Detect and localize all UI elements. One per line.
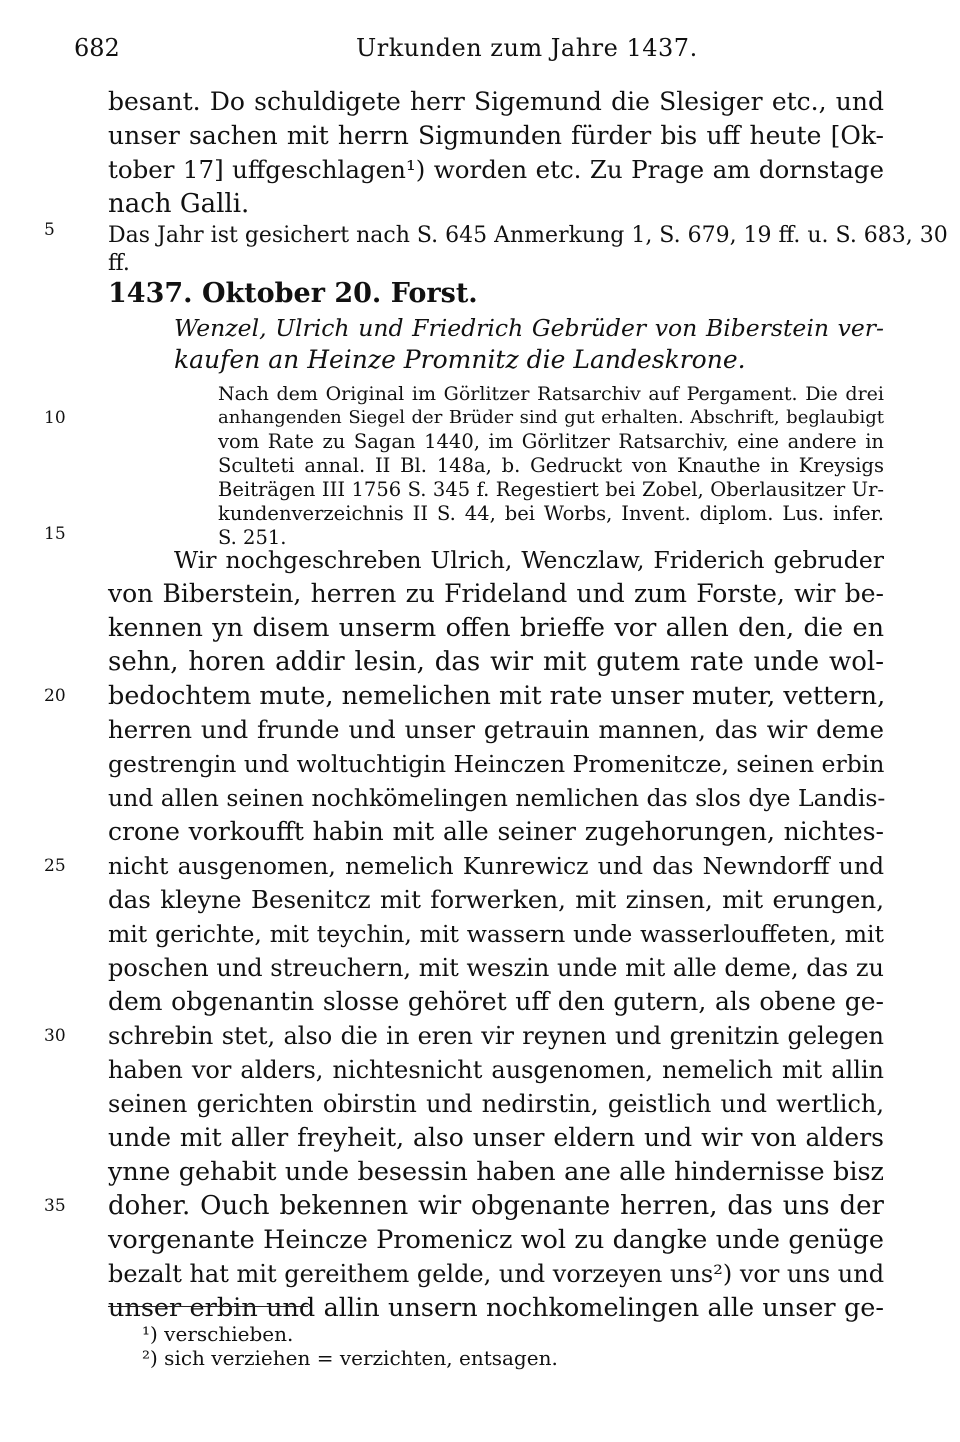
footnote-rule: [108, 1306, 308, 1307]
text-line: vorgenante Heincze Promenicz wol zu dangke unde genüge: [108, 1225, 884, 1255]
prev-text-line: tober 17] uffgeschlagen¹) worden etc. Zu Prage am dornstage: [108, 155, 884, 184]
line-number: 15: [44, 524, 66, 544]
text-line: sehn, horen addir lesin, das wir mit gutem rate unde wol-: [108, 647, 884, 677]
regest-line: kaufen an Heinze Promnitz die Landeskrone.: [174, 345, 746, 374]
page-number: 682: [74, 34, 120, 62]
text-line: crone vorkoufft habin mit alle seiner zugehorungen, nichtes-: [108, 817, 884, 846]
line-number: 10: [44, 408, 66, 428]
prev-date-note: Das Jahr ist gesichert nach S. 645 Anmerkung 1, S. 679, 19 ff. u. S. 683, 30 ff.: [108, 223, 948, 276]
line-number: 5: [44, 220, 55, 240]
source-line: anhangenden Siegel der Brüder sind gut erhalten. Abschrift, beglaubigt: [218, 407, 884, 428]
text-line: dem obgenantin slosse gehöret uff den gutern, als obene ge-: [108, 987, 884, 1016]
text-line: mit gerichte, mit teychin, mit wassern unde wasserlouffeten, mit: [108, 920, 884, 948]
document-heading: 1437. Oktober 20. Forst.: [108, 278, 478, 309]
line-number: 25: [44, 856, 66, 876]
text-line: das kleyne Besenitcz mit forwerken, mit zinsen, mit erungen,: [108, 885, 884, 914]
source-line: Nach dem Original im Görlitzer Ratsarchiv auf Pergament. Die drei: [218, 383, 884, 405]
source-line: kundenverzeichnis II S. 44, bei Worbs, Invent. diplom. Lus. infer.: [218, 502, 884, 525]
text-line: haben vor alders, nichtesnicht ausgenomen, nemelich mit allin: [108, 1056, 884, 1084]
footnote: ²) sich verziehen = verzichten, entsagen.: [142, 1346, 558, 1370]
prev-text-line: unser sachen mit herrn Sigmunden fürder bis uff heute [Ok-: [108, 121, 884, 150]
text-line: nicht ausgenomen, nemelich Kunrewicz und das Newndorff und: [108, 852, 884, 880]
text-line: von Biberstein, herren zu Frideland und zum Forste, wir be-: [108, 579, 884, 608]
text-line: ynne gehabit unde besessin haben ane alle hindernisse bisz: [108, 1157, 884, 1187]
footnote: ¹) verschieben.: [142, 1322, 294, 1346]
prev-text-line: nach Galli.: [108, 189, 250, 219]
source-line: Beiträgen III 1756 S. 345 f. Regestiert bei Zobel, Oberlausitzer Ur-: [218, 478, 884, 501]
text-line: bedochtem mute, nemelichen mit rate unser muter, vettern,: [108, 681, 886, 711]
text-line: schrebin stet, also die in eren vir reynen und grenitzin gelegen: [108, 1022, 884, 1050]
source-line: vom Rate zu Sagan 1440, im Görlitzer Ratsarchiv, eine andere in: [218, 430, 884, 453]
line-number: 20: [44, 686, 66, 706]
text-line: doher. Ouch bekennen wir obgenante herren, das uns der: [108, 1191, 884, 1221]
text-line: herren und frunde und unser getrauin mannen, das wir deme: [108, 715, 884, 744]
text-line: gestrengin und woltuchtigin Heinczen Promenitcze, seinen erbin: [108, 750, 885, 778]
source-line: Sculteti annal. II Bl. 148a, b. Gedruckt von Knauthe in Kreysigs: [218, 454, 884, 477]
running-title: Urkunden zum Jahre 1437.: [356, 34, 698, 62]
source-line: S. 251.: [218, 526, 287, 549]
text-line: bezalt hat mit gereithem gelde, und vorzeyen uns²) vor uns und: [108, 1260, 885, 1288]
regest-line: Wenzel, Ulrich und Friedrich Gebrüder von Biberstein ver-: [174, 314, 884, 342]
prev-text-line: besant. Do schuldigete herr Sigemund die Slesiger etc., und: [108, 87, 884, 116]
line-number: 30: [44, 1026, 66, 1046]
text-line: unde mit aller freyheit, also unser eldern und wir von alders: [108, 1123, 884, 1152]
line-number: 35: [44, 1196, 66, 1216]
text-line: kennen yn disem unserm offen brieffe vor allen den, die en: [108, 613, 884, 643]
text-line: und allen seinen nochkömelingen nemlichen das slos dye Landis-: [108, 784, 886, 812]
text-line: Wir nochgeschreben Ulrich, Wenczlaw, Friderich gebruder: [174, 546, 884, 574]
text-line: unser erbin und allin unsern nochkomelingen alle unser ge-: [108, 1293, 884, 1323]
text-line: poschen und streuchern, mit weszin unde mit alle deme, das zu: [108, 954, 884, 982]
text-line: seinen gerichten obirstin und nedirstin, geistlich und wertlich,: [108, 1090, 884, 1118]
